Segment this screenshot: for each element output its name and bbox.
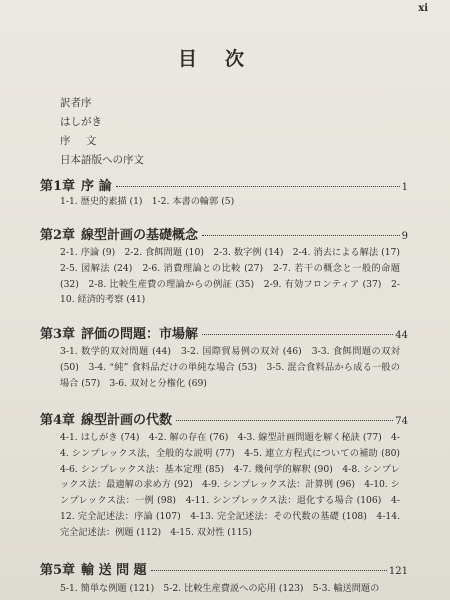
chapter-title: 序 論 bbox=[81, 179, 112, 194]
chapter-page: 121 bbox=[388, 566, 408, 577]
front-matter-japanese-preface: 日本語版への序文 bbox=[60, 154, 144, 166]
chapter-3-sections: 3-1. 数学的双対問題 (44) 3-2. 国際貿易例の双対 (46) 3-3. 食餌問題の双対 (50) 3-4. “純” 食料品だけの単純な場合 (53) 3-5. 混合食料品から成る一般の場合 (57) 3-6. 双対と分権化 (69) bbox=[60, 346, 400, 389]
chapter-5-sections: 5-1. 簡単な例題 (121) 5-2. 比較生産費説への応用 (123) 5-3. 輸送問題の bbox=[60, 583, 380, 594]
front-matter-translator-preface: 訳者序 bbox=[60, 97, 92, 109]
chapter-title: 輸 送 問 題 bbox=[81, 563, 147, 578]
chapter-1-sections: 1-1. 歴史的素描 (1) 1-2. 本書の輪郭 (5) bbox=[60, 196, 235, 207]
chapter-4-heading bbox=[40, 409, 408, 428]
dot-leader bbox=[202, 334, 393, 335]
chapter-2-sections: 2-1. 序論 (9) 2-2. 食餌問題 (10) 2-3. 数字例 (14) 2-4. 消去による解法 (17) 2-5. 図解法 (24) 2-6. 消費理論との比較 (27) 2-7. 若干の概念と一般的命題 (32) 2-8. 比較生産費の理論からの例証 (35) 2-9. 有効フロンティア (37) 2-10. 経済的考察 (41) bbox=[60, 247, 410, 306]
front-matter-foreword: はしがき bbox=[60, 116, 102, 128]
chapter-number: 第2章 bbox=[40, 228, 76, 243]
chapter-1-heading bbox=[40, 175, 408, 194]
chapter-title: 線型計画の基礎概念 bbox=[81, 228, 199, 243]
chapter-title: 線型計画の代数 bbox=[81, 413, 173, 428]
page-title: 目次 bbox=[177, 48, 272, 70]
chapter-page: 9 bbox=[401, 231, 408, 242]
chapter-3-heading bbox=[40, 323, 408, 342]
chapter-page: 74 bbox=[395, 416, 408, 427]
dot-leader bbox=[176, 420, 393, 421]
dot-leader bbox=[202, 235, 400, 236]
chapter-number: 第5章 bbox=[40, 563, 76, 578]
front-matter-preface: 序 文 bbox=[60, 135, 103, 147]
dot-leader bbox=[116, 186, 400, 187]
chapter-page: 44 bbox=[395, 330, 408, 341]
chapter-number: 第1章 bbox=[40, 179, 76, 194]
chapter-number: 第3章 bbox=[40, 327, 76, 342]
chapter-page: 1 bbox=[401, 182, 408, 193]
dot-leader bbox=[151, 570, 387, 571]
page-number: xi bbox=[418, 3, 428, 14]
chapter-5-heading bbox=[40, 559, 408, 578]
chapter-4-sections: 4-1. はしがき (74) 4-2. 解の存在 (76) 4-3. 線型計画問題を解く秘訣 (77) 4-4. シンプレックス法，全般的な説明 (77) 4-5. 連立方程式についての補助 (80) 4-6. シンプレックス法：基本定理 (85) 4-7. 幾何学的解釈 (90) 4-8. シンプレックス法：最適解の求め方 (92) 4-9. シンプレックス法：計算例 (96) 4-10. シンプレックス法：一例 (98) 4-11. シンプレックス法：退化する場合 (106) 4-12. 完全記述法：序論 (107) 4-13. 完全記述法：その代数の基礎 (108) 4-14. 完全記述法：例題 (112) 4-15. 双対性 (115) bbox=[60, 432, 410, 538]
chapter-number: 第4章 bbox=[40, 413, 76, 428]
chapter-title: 評価の問題：市場解 bbox=[81, 327, 199, 342]
chapter-2-heading bbox=[40, 224, 408, 243]
